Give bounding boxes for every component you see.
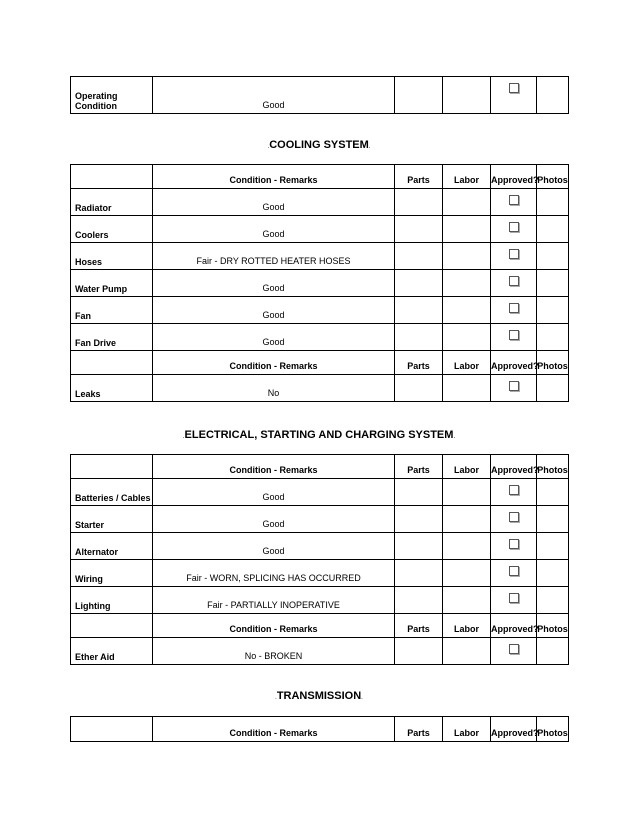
header-condition: Condition - Remarks — [153, 455, 395, 479]
header-condition: Condition - Remarks — [153, 614, 395, 638]
cooling-section-title: .COOLING SYSTEM. — [267, 139, 371, 151]
row-label: Fan Drive — [71, 324, 153, 351]
labor-cell — [443, 324, 491, 351]
header-photos: Photos — [537, 455, 569, 479]
labor-cell — [443, 270, 491, 297]
labor-cell — [443, 375, 491, 402]
header-row — [71, 351, 569, 375]
header-parts: Parts — [395, 614, 443, 638]
header-condition: Condition - Remarks — [153, 717, 395, 742]
approved-checkbox[interactable] — [509, 330, 519, 340]
transmission-section-title: .TRANSMISSION. — [275, 690, 363, 702]
electrical-table — [70, 454, 569, 665]
approved-cell — [491, 189, 537, 216]
parts-cell — [395, 243, 443, 270]
row-label: Alternator — [71, 533, 153, 560]
header-approved: Approved? — [491, 614, 537, 638]
approved-checkbox[interactable] — [509, 512, 519, 522]
row-value: Good — [153, 324, 395, 351]
header-approved: Approved? — [491, 165, 537, 189]
row-value: No — [153, 375, 395, 402]
header-photos: Photos — [537, 717, 569, 742]
photos-cell — [537, 375, 569, 402]
approved-cell — [491, 324, 537, 351]
header-parts: Parts — [395, 455, 443, 479]
photos-cell — [537, 77, 569, 114]
header-approved: Approved? — [491, 351, 537, 375]
row-label: Starter — [71, 506, 153, 533]
labor-cell — [443, 479, 491, 506]
table-row — [71, 638, 569, 665]
row-value: Good — [153, 297, 395, 324]
approved-cell — [491, 375, 537, 402]
table-row — [71, 270, 569, 297]
row-label: Radiator — [71, 189, 153, 216]
row-value: No - BROKEN — [153, 638, 395, 665]
row-label: Lighting — [71, 587, 153, 614]
approved-checkbox[interactable] — [509, 485, 519, 495]
row-value: Fair - WORN, SPLICING HAS OCCURRED — [153, 560, 395, 587]
photos-cell — [537, 506, 569, 533]
parts-cell — [395, 216, 443, 243]
approved-cell — [491, 77, 537, 114]
header-labor: Labor — [443, 351, 491, 375]
row-label: Hoses — [71, 243, 153, 270]
approved-checkbox[interactable] — [509, 593, 519, 603]
approved-checkbox[interactable] — [509, 303, 519, 313]
parts-cell — [395, 560, 443, 587]
header-row — [71, 455, 569, 479]
photos-cell — [537, 638, 569, 665]
header-row — [71, 165, 569, 189]
approved-checkbox[interactable] — [509, 539, 519, 549]
approved-checkbox[interactable] — [509, 381, 519, 391]
row-value: Good — [153, 77, 395, 114]
row-value: Good — [153, 189, 395, 216]
header-row — [71, 614, 569, 638]
approved-checkbox[interactable] — [509, 222, 519, 232]
header-labor: Labor — [443, 717, 491, 742]
labor-cell — [443, 560, 491, 587]
table-row — [71, 216, 569, 243]
table-row — [71, 243, 569, 270]
approved-cell — [491, 297, 537, 324]
transmission-table — [70, 716, 569, 742]
row-value: Good — [153, 506, 395, 533]
table-row — [71, 375, 569, 402]
approved-checkbox[interactable] — [509, 83, 519, 93]
approved-cell — [491, 479, 537, 506]
photos-cell — [537, 324, 569, 351]
labor-cell — [443, 533, 491, 560]
photos-cell — [537, 297, 569, 324]
approved-cell — [491, 587, 537, 614]
row-label: Coolers — [71, 216, 153, 243]
parts-cell — [395, 297, 443, 324]
photos-cell — [537, 189, 569, 216]
approved-cell — [491, 506, 537, 533]
photos-cell — [537, 533, 569, 560]
header-condition: Condition - Remarks — [153, 165, 395, 189]
labor-cell — [443, 297, 491, 324]
header-parts: Parts — [395, 351, 443, 375]
table-row — [71, 189, 569, 216]
labor-cell — [443, 189, 491, 216]
approved-cell — [491, 216, 537, 243]
header-condition: Condition - Remarks — [153, 351, 395, 375]
table-row — [71, 297, 569, 324]
parts-cell — [395, 587, 443, 614]
row-label: Batteries / Cables — [71, 479, 153, 506]
parts-cell — [395, 324, 443, 351]
photos-cell — [537, 270, 569, 297]
parts-cell — [395, 77, 443, 114]
header-approved: Approved? — [491, 717, 537, 742]
photos-cell — [537, 587, 569, 614]
row-label: Fan — [71, 297, 153, 324]
labor-cell — [443, 587, 491, 614]
photos-cell — [537, 243, 569, 270]
operating-condition-table — [70, 76, 569, 114]
parts-cell — [395, 533, 443, 560]
table-row — [71, 533, 569, 560]
labor-cell — [443, 77, 491, 114]
photos-cell — [537, 560, 569, 587]
row-label: Ether Aid — [71, 638, 153, 665]
photos-cell — [537, 479, 569, 506]
table-row — [71, 587, 569, 614]
parts-cell — [395, 375, 443, 402]
labor-cell — [443, 243, 491, 270]
labor-cell — [443, 638, 491, 665]
row-value: Fair - PARTIALLY INOPERATIVE — [153, 587, 395, 614]
row-value: Good — [153, 216, 395, 243]
header-approved: Approved? — [491, 455, 537, 479]
header-photos: Photos — [537, 165, 569, 189]
header-photos: Photos — [537, 614, 569, 638]
labor-cell — [443, 506, 491, 533]
header-row — [71, 717, 569, 742]
approved-cell — [491, 560, 537, 587]
parts-cell — [395, 189, 443, 216]
approved-checkbox[interactable] — [509, 566, 519, 576]
header-labor: Labor — [443, 455, 491, 479]
labor-cell — [443, 216, 491, 243]
row-value: Fair - DRY ROTTED HEATER HOSES — [153, 243, 395, 270]
parts-cell — [395, 506, 443, 533]
header-parts: Parts — [395, 165, 443, 189]
table-row — [71, 479, 569, 506]
parts-cell — [395, 270, 443, 297]
row-label: Leaks — [71, 375, 153, 402]
approved-checkbox[interactable] — [509, 195, 519, 205]
approved-cell — [491, 638, 537, 665]
table-row — [71, 324, 569, 351]
parts-cell — [395, 638, 443, 665]
table-row — [71, 560, 569, 587]
approved-checkbox[interactable] — [509, 644, 519, 654]
approved-checkbox[interactable] — [509, 249, 519, 259]
row-label: Wiring — [71, 560, 153, 587]
table-row — [71, 506, 569, 533]
row-label: Water Pump — [71, 270, 153, 297]
approved-checkbox[interactable] — [509, 276, 519, 286]
approved-cell — [491, 533, 537, 560]
row-value: Good — [153, 270, 395, 297]
header-photos: Photos — [537, 351, 569, 375]
photos-cell — [537, 216, 569, 243]
row-label: Operating Condition — [71, 77, 153, 114]
approved-cell — [491, 270, 537, 297]
row-value: Good — [153, 533, 395, 560]
header-labor: Labor — [443, 614, 491, 638]
parts-cell — [395, 479, 443, 506]
header-parts: Parts — [395, 717, 443, 742]
row-value: Good — [153, 479, 395, 506]
approved-cell — [491, 243, 537, 270]
header-labor: Labor — [443, 165, 491, 189]
electrical-section-title: .ELECTRICAL, STARTING AND CHARGING SYSTEM. — [182, 429, 456, 441]
cooling-table — [70, 164, 569, 402]
